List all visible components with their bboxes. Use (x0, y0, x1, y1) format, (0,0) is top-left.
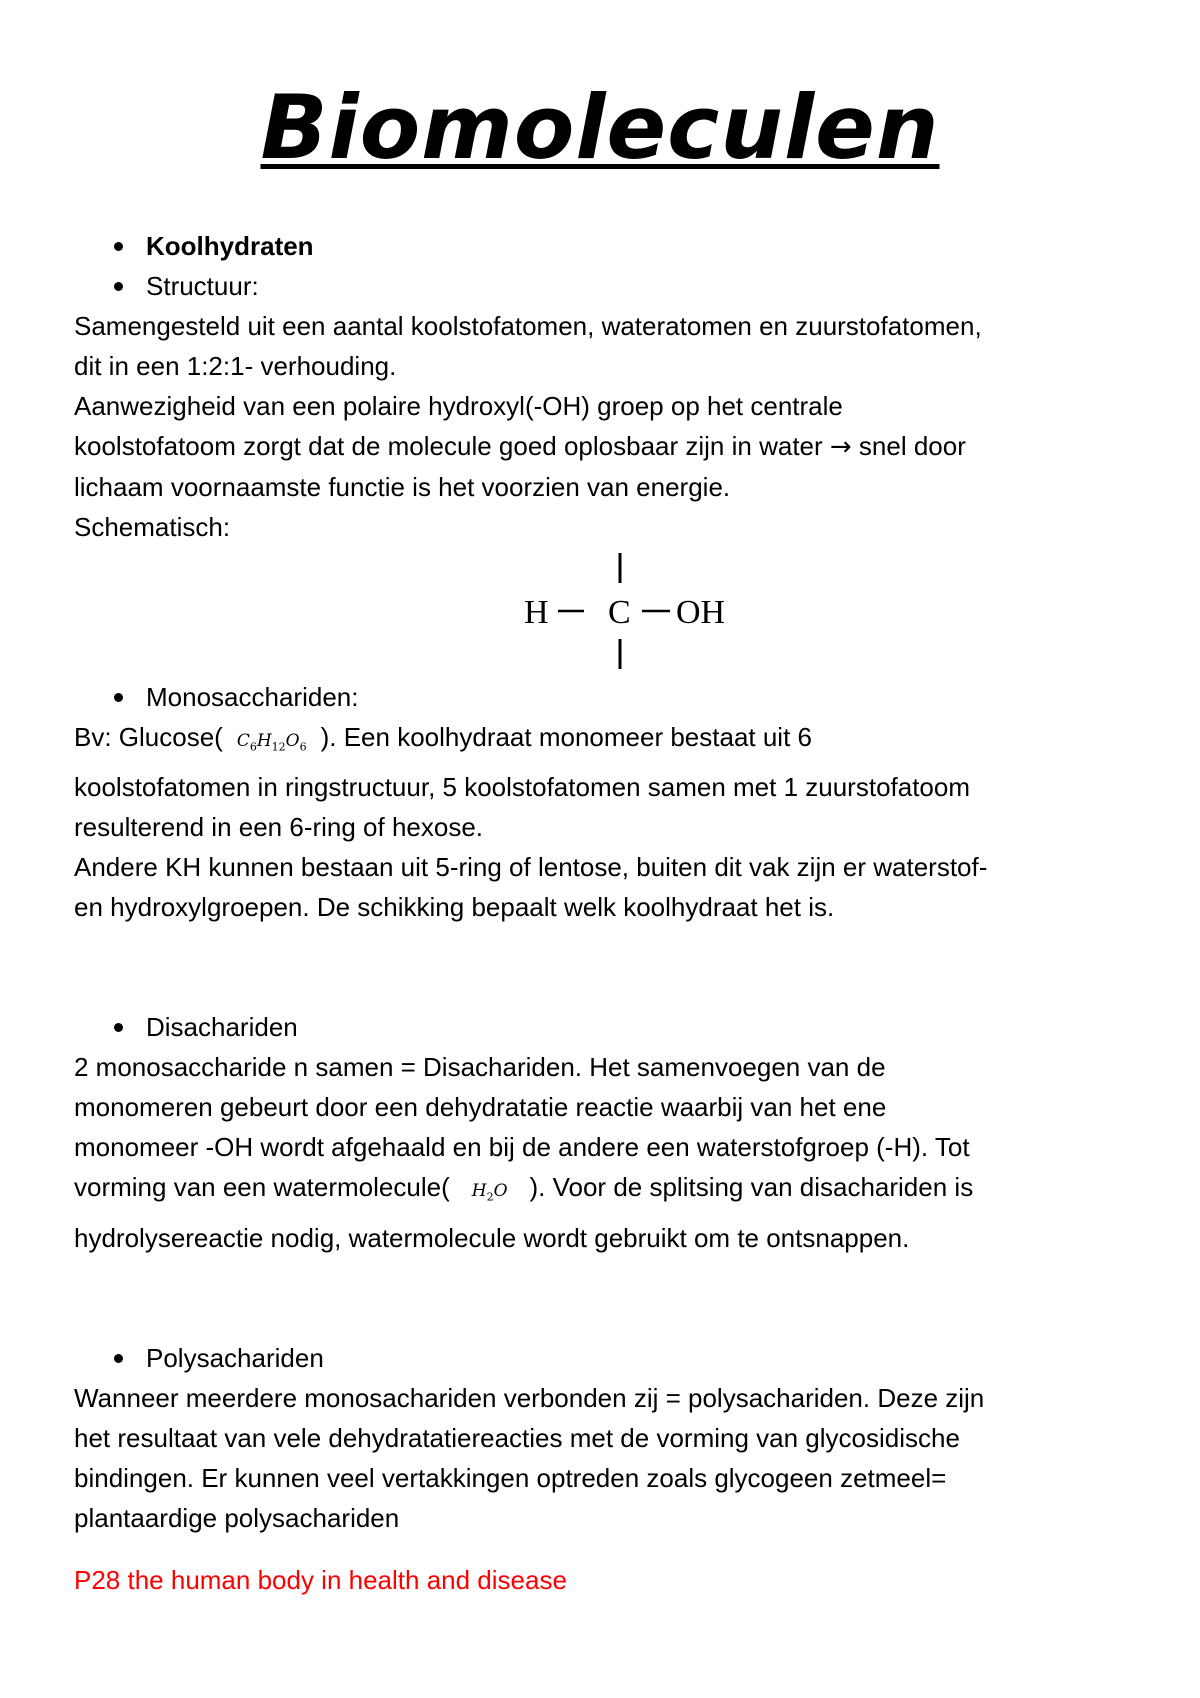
glucose-formula (223, 731, 321, 754)
paragraph-line: Samengesteld uit een aantal koolstofatomen, wateratomen en zuurstofatomen, (74, 311, 982, 341)
text-span: vorming van een watermolecule( (74, 1172, 450, 1203)
paragraph-line: Andere KH kunnen bestaan uit 5-ring of lentose, buiten dit vak zijn er waterstof- (74, 852, 988, 883)
structural-formula-svg (514, 547, 774, 677)
paragraph-line: bindingen. Er kunnen veel vertakkingen optreden zoals glycogeen zetmeel= (74, 1462, 947, 1493)
group-oh: OH (676, 594, 726, 631)
bullet-polysachariden (74, 1338, 1134, 1378)
formula-sub: 12 (271, 740, 286, 754)
paragraph-line: lichaam voornaamste functie is het voorzien van energie. (74, 472, 731, 502)
bullet-label: Structuur: (146, 271, 259, 301)
paragraph-line: monomeren gebeurt door een dehydratatie reactie waarbij van het ene (74, 1092, 887, 1123)
paragraph-line: plantaardige polysachariden (74, 1502, 400, 1533)
bullet-dot (114, 693, 123, 702)
text-span: ). Voor de splitsing van disachariden is (529, 1172, 974, 1203)
formula-sub: 6 (249, 740, 257, 754)
bullet-monosacchariden (74, 677, 1134, 717)
formula-sub: 2 (486, 1190, 494, 1204)
text-span: ). Een koolhydraat monomeer bestaat uit 6 (320, 722, 812, 752)
bullet-dot (114, 1023, 123, 1032)
paragraph-line: monomeer -OH wordt afgehaald en bij de andere een waterstofgroep (-H). Tot (74, 1132, 970, 1163)
spacer (74, 1538, 1134, 1560)
spacer (74, 1258, 1134, 1338)
text-span: snel door (858, 431, 966, 461)
formula-c: C (236, 731, 250, 751)
paragraph-line: resulterend in een 6-ring of hexose. (74, 812, 484, 843)
paragraph-line: hydrolysereactie nodig, watermolecule wordt gebruikt om te ontsnappen. (74, 1222, 910, 1253)
paragraph-line: dit in een 1:2:1- verhouding. (74, 351, 397, 381)
arrow-right-icon: → (829, 432, 852, 462)
formula-o: O (285, 731, 300, 751)
page-title: Biomoleculen (260, 76, 940, 179)
paragraph-line (74, 717, 1134, 767)
bullet-structuur (74, 266, 1134, 306)
paragraph-line: het resultaat van vele dehydratatiereacties met de vorming van glycosidische (74, 1422, 960, 1453)
paragraph-line: koolstofatomen in ringstructuur, 5 koolstofatomen samen met 1 zuurstofatoom (74, 772, 971, 803)
document-body (74, 226, 1134, 1600)
bullet-label: Monosacchariden: (146, 682, 359, 712)
water-formula (450, 1181, 530, 1204)
paragraph-line: Aanwezigheid van een polaire hydroxyl(-OH) groep op het centrale (74, 391, 843, 421)
paragraph-line: 2 monosaccharide n samen = Disachariden. Het samenvoegen van de (74, 1052, 886, 1083)
spacer (74, 927, 1134, 1007)
paragraph-line: Schematisch: (74, 512, 231, 542)
formula-sub: 6 (299, 740, 307, 754)
bullet-dot (114, 1354, 123, 1363)
paragraph-line (74, 1167, 1134, 1217)
text-span: Bv: Glucose( (74, 722, 223, 752)
structural-formula (74, 547, 1134, 677)
bullet-label: Koolhydraten (146, 231, 314, 261)
bullet-dot (114, 242, 123, 251)
bullet-dot (114, 282, 123, 291)
formula-o: O (493, 1181, 508, 1202)
paragraph-line: en hydroxylgroepen. De schikking bepaalt welk koolhydraat het is. (74, 892, 835, 923)
paragraph-line (74, 426, 1134, 467)
bullet-label: Polysachariden (146, 1342, 324, 1373)
bullet-label: Disachariden (146, 1012, 298, 1043)
paragraph-line: Wanneer meerdere monosachariden verbonden zij = polysachariden. Deze zijn (74, 1382, 985, 1413)
reference-note: P28 the human body in health and disease (74, 1564, 567, 1595)
bullet-koolhydraten (74, 226, 1134, 266)
bullet-disachariden (74, 1007, 1134, 1047)
formula-h: H (256, 731, 272, 751)
atom-h: H (524, 594, 549, 631)
formula-h: H (471, 1181, 487, 1202)
text-span: koolstofatoom zorgt dat de molecule goed oplosbaar zijn in water (74, 431, 823, 461)
atom-c: C (608, 594, 631, 631)
